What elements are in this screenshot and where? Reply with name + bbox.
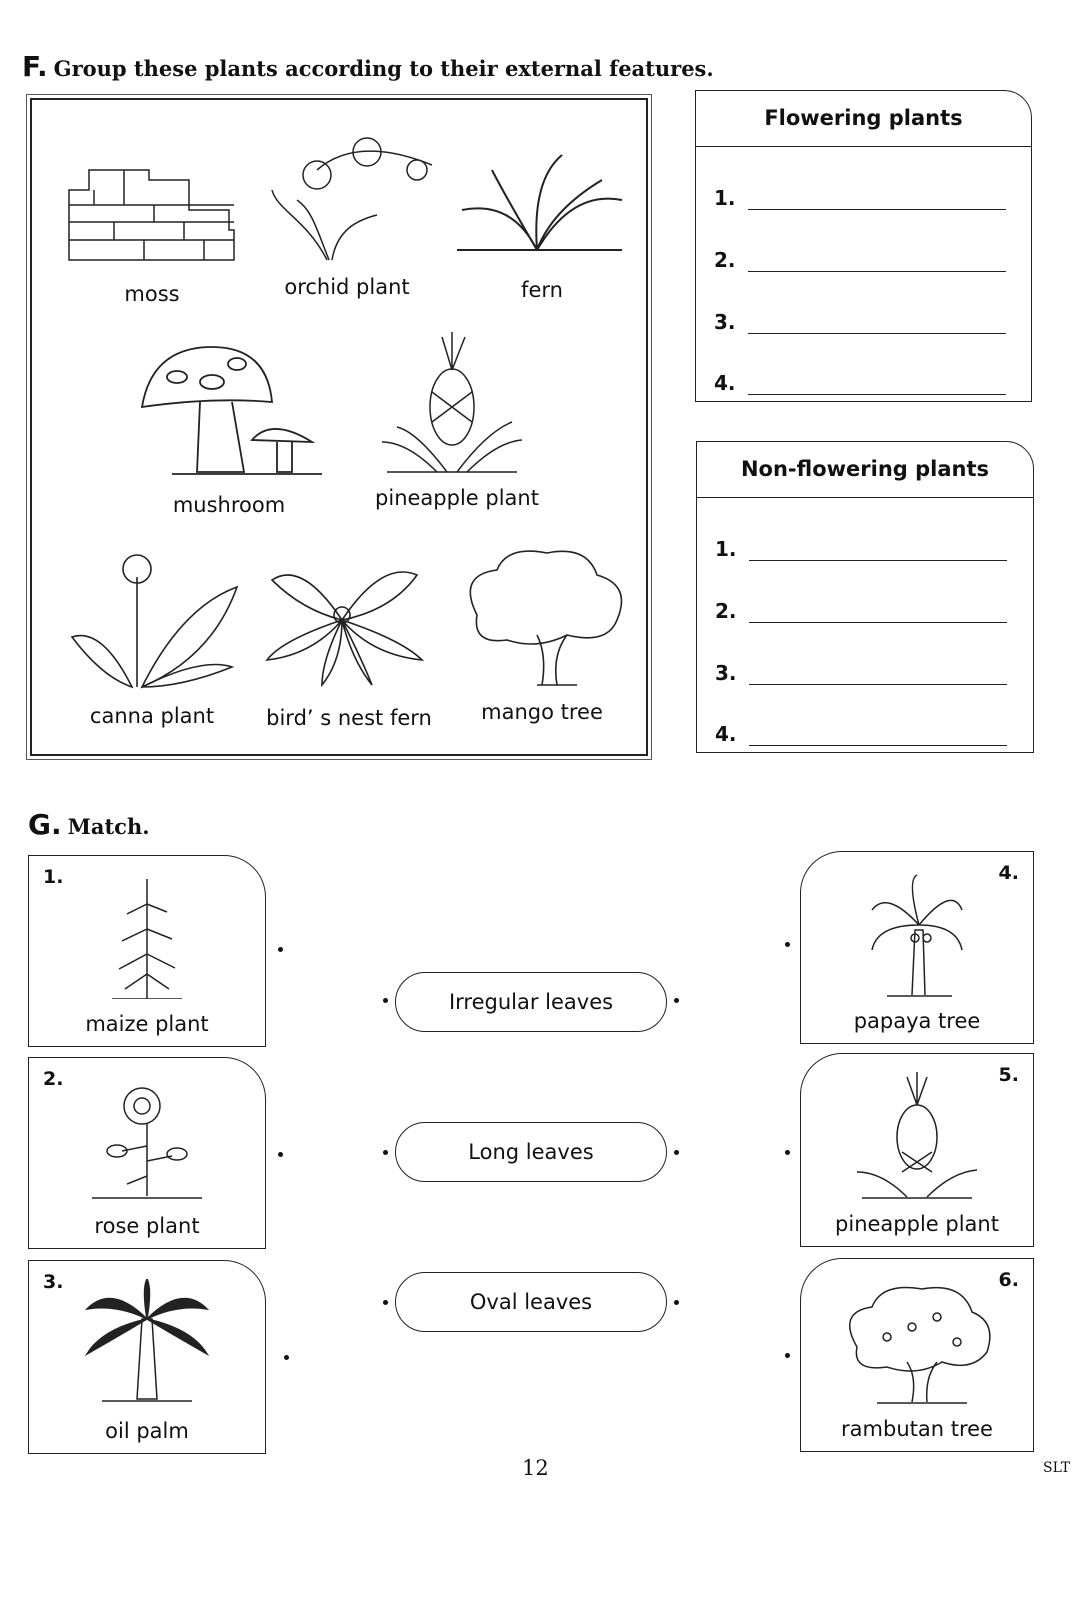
card-label: papaya tree xyxy=(853,1009,981,1033)
section-letter: G. xyxy=(28,808,62,841)
answer-row[interactable] xyxy=(714,186,1006,210)
instruction: Group these plants according to their external features. xyxy=(53,56,714,81)
plant-label: orchid plant xyxy=(284,275,410,299)
answer-line[interactable] xyxy=(748,374,1006,395)
match-dot[interactable] xyxy=(674,998,679,1003)
row-number: 2. xyxy=(715,599,737,623)
answer-row[interactable] xyxy=(715,599,1007,623)
fern-image xyxy=(452,150,627,255)
section-g-title xyxy=(28,808,150,841)
answer-line[interactable] xyxy=(749,664,1007,685)
card-number: 2. xyxy=(43,1068,64,1090)
card-number: 3. xyxy=(43,1271,64,1293)
section-letter: F. xyxy=(22,50,48,83)
card-label: rose plant xyxy=(94,1214,200,1238)
box-title: Non-flowering plants xyxy=(697,442,1033,498)
row-number: 1. xyxy=(714,186,736,210)
match-dot[interactable] xyxy=(383,1300,388,1305)
answer-line[interactable] xyxy=(748,251,1006,272)
card-label: pineapple plant xyxy=(835,1212,999,1236)
match-dot[interactable] xyxy=(674,1150,679,1155)
card-label: maize plant xyxy=(85,1012,209,1036)
row-number: 3. xyxy=(714,310,736,334)
box-title: Flowering plants xyxy=(696,91,1031,147)
answer-line[interactable] xyxy=(748,313,1006,334)
row-number: 3. xyxy=(715,661,737,685)
oil-palm-image xyxy=(82,1279,212,1404)
plant-label: pineapple plant xyxy=(375,486,539,510)
card-number: 4. xyxy=(998,862,1019,884)
moss-image xyxy=(64,160,239,265)
match-card-oil-palm xyxy=(28,1260,266,1454)
plant-label: fern xyxy=(521,278,563,302)
rose-image xyxy=(87,1076,207,1201)
feature-oval-leaves: Oval leaves xyxy=(395,1272,667,1332)
answer-row[interactable] xyxy=(714,371,1006,395)
answer-row[interactable] xyxy=(714,248,1006,272)
instruction: Match. xyxy=(67,814,150,839)
mango-tree-image xyxy=(457,545,627,690)
match-dot[interactable] xyxy=(674,1300,679,1305)
plant-label: mango tree xyxy=(481,700,603,724)
answer-line[interactable] xyxy=(749,602,1007,623)
answer-row[interactable] xyxy=(715,661,1007,685)
match-card-rose xyxy=(28,1057,266,1249)
birds-nest-fern-image xyxy=(262,550,427,690)
match-card-rambutan xyxy=(800,1258,1034,1452)
answer-row[interactable] xyxy=(715,722,1007,746)
rambutan-tree-image xyxy=(837,1277,997,1407)
card-label: rambutan tree xyxy=(841,1417,993,1441)
row-number: 1. xyxy=(715,537,737,561)
page-number: 12 xyxy=(522,1456,549,1480)
match-dot[interactable] xyxy=(383,998,388,1003)
canna-image xyxy=(62,547,242,692)
match-card-pineapple xyxy=(800,1053,1034,1247)
plant-label: canna plant xyxy=(89,704,215,728)
match-dot[interactable] xyxy=(785,1353,790,1358)
row-number: 4. xyxy=(714,371,736,395)
match-dot[interactable] xyxy=(278,1152,283,1157)
row-number: 4. xyxy=(715,722,737,746)
answer-line[interactable] xyxy=(749,725,1007,746)
match-dot[interactable] xyxy=(785,942,790,947)
card-number: 6. xyxy=(998,1269,1019,1291)
orchid-image xyxy=(257,130,437,265)
answer-line[interactable] xyxy=(749,540,1007,561)
plant-label: bird’ s nest fern xyxy=(266,706,432,730)
answer-line[interactable] xyxy=(748,189,1006,210)
answer-row[interactable] xyxy=(715,537,1007,561)
non-flowering-plants-box xyxy=(696,441,1034,753)
card-label: oil palm xyxy=(105,1419,189,1443)
match-card-maize xyxy=(28,855,266,1047)
match-dot[interactable] xyxy=(383,1150,388,1155)
match-card-papaya xyxy=(800,851,1034,1044)
papaya-image xyxy=(867,870,967,998)
section-f-title xyxy=(22,50,714,83)
answer-row[interactable] xyxy=(714,310,1006,334)
row-number: 2. xyxy=(714,248,736,272)
match-dot[interactable] xyxy=(278,947,283,952)
feature-long-leaves: Long leaves xyxy=(395,1122,667,1182)
pineapple-image xyxy=(852,1072,982,1202)
card-number: 1. xyxy=(43,866,64,888)
feature-irregular-leaves: Irregular leaves xyxy=(395,972,667,1032)
flowering-plants-box xyxy=(695,90,1032,402)
pineapple-image xyxy=(377,332,527,477)
plant-label: moss xyxy=(124,282,180,306)
plant-label: mushroom xyxy=(172,493,286,517)
maize-image xyxy=(102,874,192,999)
match-dot[interactable] xyxy=(284,1355,289,1360)
mushroom-image xyxy=(132,342,322,477)
match-dot[interactable] xyxy=(785,1150,790,1155)
plants-box xyxy=(30,98,648,756)
publisher-code: SLT xyxy=(1043,1460,1071,1476)
card-number: 5. xyxy=(998,1064,1019,1086)
